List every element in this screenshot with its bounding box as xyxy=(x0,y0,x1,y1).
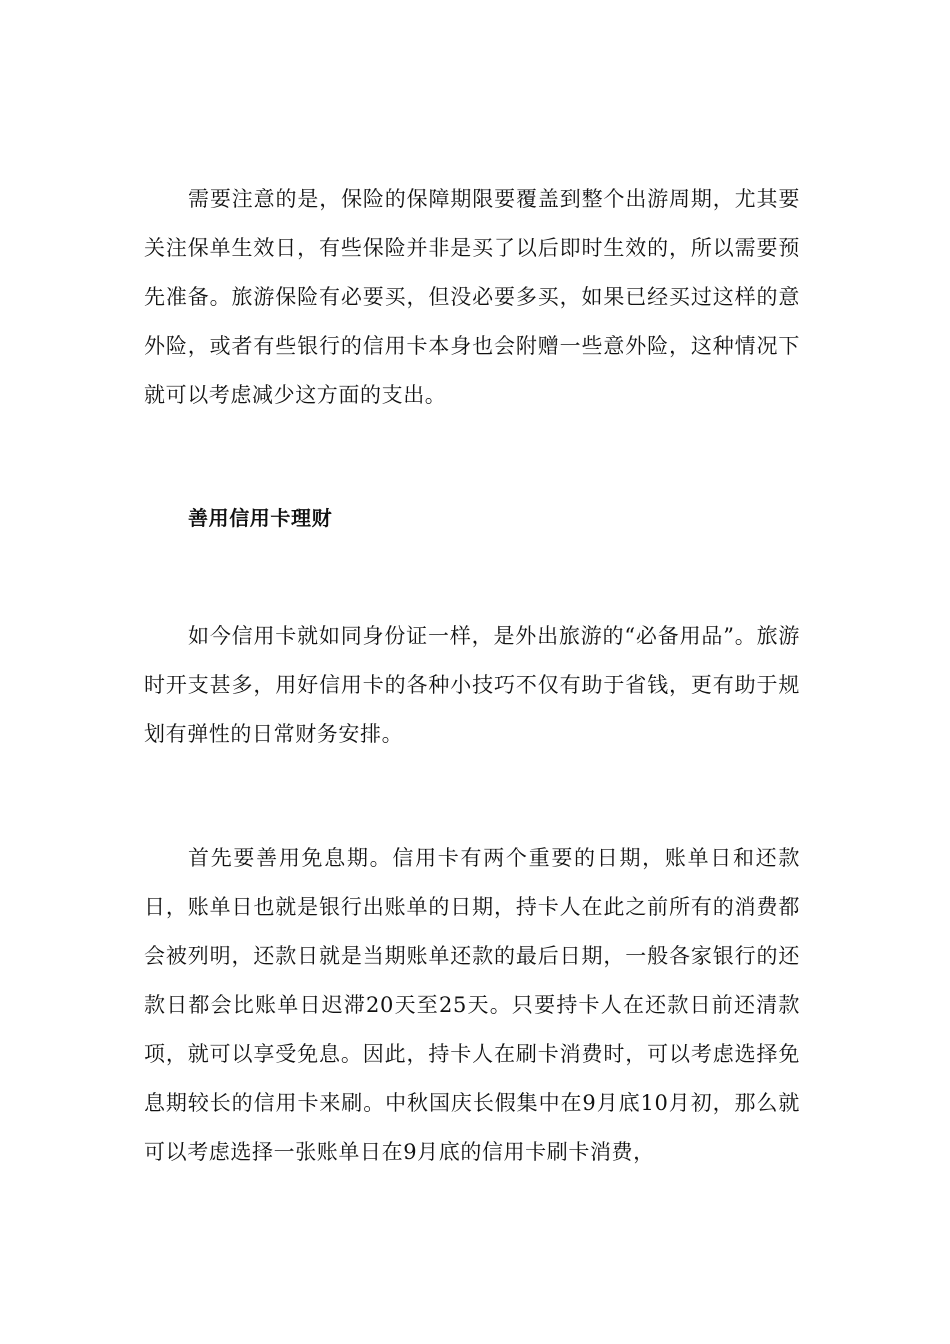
paragraph-insurance-note: 需要注意的是，保险的保障期限要覆盖到整个出游周期，尤其要关注保单生效日，有些保险并非是买了以后即时生效的，所以需要预先准备。旅游保险有必要买，但没必要多买，如果已经买过这样的意外险，或者有些银行的信用卡本身也会附赠一些意外险，这种情况下就可以考虑减少这方面的支出。 xyxy=(144,187,800,407)
paragraph-credit-card-intro: 如今信用卡就如同身份证一样，是外出旅游的“必备用品”。旅游时开支甚多，用好信用卡的各种小技巧不仅有助于省钱，更有助于规划有弹性的日常财务安排。 xyxy=(144,624,800,746)
paragraph-interest-free-period: 首先要善用免息期。信用卡有两个重要的日期，账单日和还款日，账单日也就是银行出账单的日期，持卡人在此之前所有的消费都会被列明，还款日就是当期账单还款的最后日期，一般各家银行的还款日都会比账单日迟滞20天至25天。只要持卡人在还款日前还清款项，就可以享受免息。因此，持卡人在刷卡消费时，可以考虑选择免息期较长的信用卡来刷。中秋国庆长假集中在9月底10月初，那么就可以考虑选择一张账单日在9月底的信用卡刷卡消费， xyxy=(144,846,800,1164)
section-heading: 善用信用卡理财 xyxy=(188,506,333,530)
